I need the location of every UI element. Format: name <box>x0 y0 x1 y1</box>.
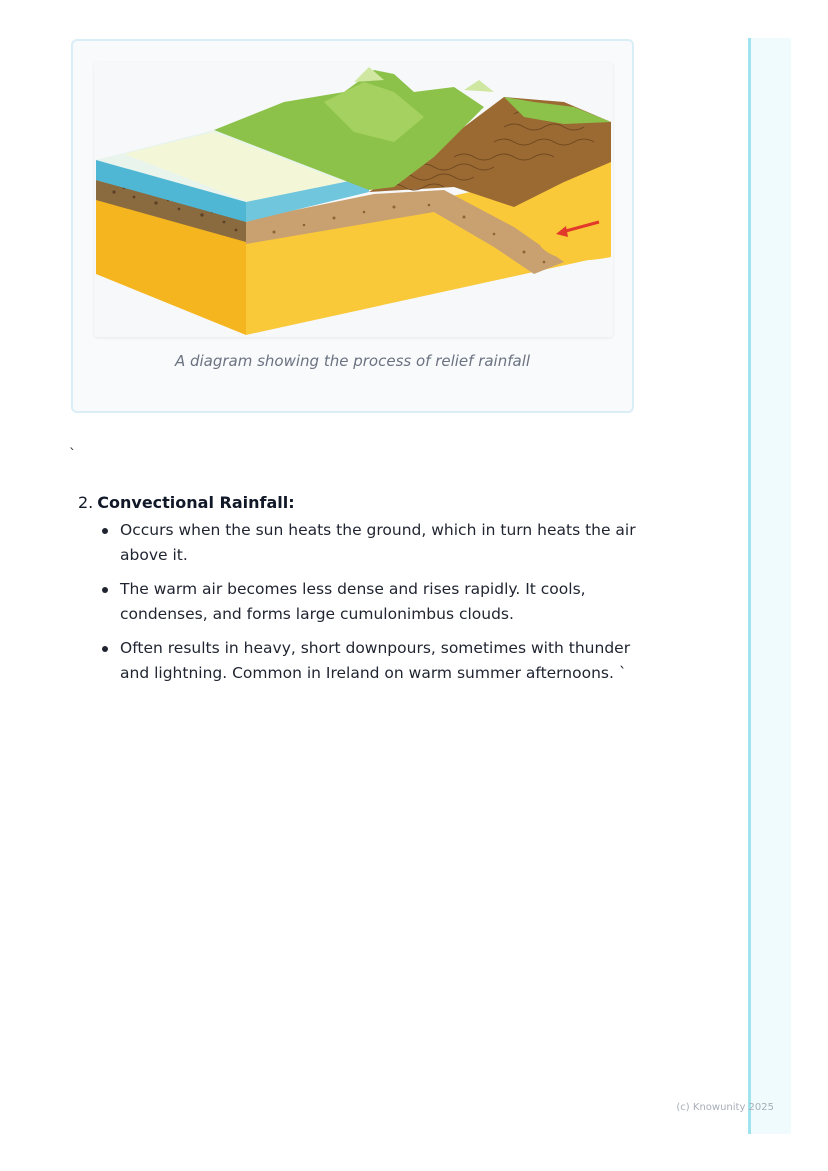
relief-rainfall-diagram <box>94 62 613 337</box>
bullet-text: Occurs when the sun heats the ground, which in turn heats the air above it. <box>120 521 636 564</box>
figure-card <box>71 39 634 413</box>
sidebar-strip <box>748 38 791 1134</box>
bullet-dot-icon <box>102 587 108 593</box>
bullet-dot-icon <box>102 528 108 534</box>
figure-caption: A diagram showing the process of relief rainfall <box>174 352 531 370</box>
bullet-item <box>102 518 648 568</box>
bullet-dot-icon <box>102 646 108 652</box>
copyright-footer: (c) Knowunity 2025 <box>676 1102 774 1113</box>
bullet-item <box>102 636 648 686</box>
bullet-item <box>102 577 648 627</box>
convectional-rainfall-section <box>78 492 648 695</box>
bullet-text: Often results in heavy, short downpours, sometimes with thunder and lightning. Common in Ireland on warm summer afternoons. ` <box>120 639 631 682</box>
section-heading <box>78 492 648 514</box>
bullet-text: The warm air becomes less dense and rises rapidly. It cools, condenses, and forms large cumulonimbus clouds. <box>120 580 586 623</box>
section-title: Convectional Rainfall: <box>97 493 295 512</box>
section-number: 2. <box>78 493 94 512</box>
stray-backtick: ` <box>69 447 76 463</box>
bullet-list <box>78 518 648 686</box>
